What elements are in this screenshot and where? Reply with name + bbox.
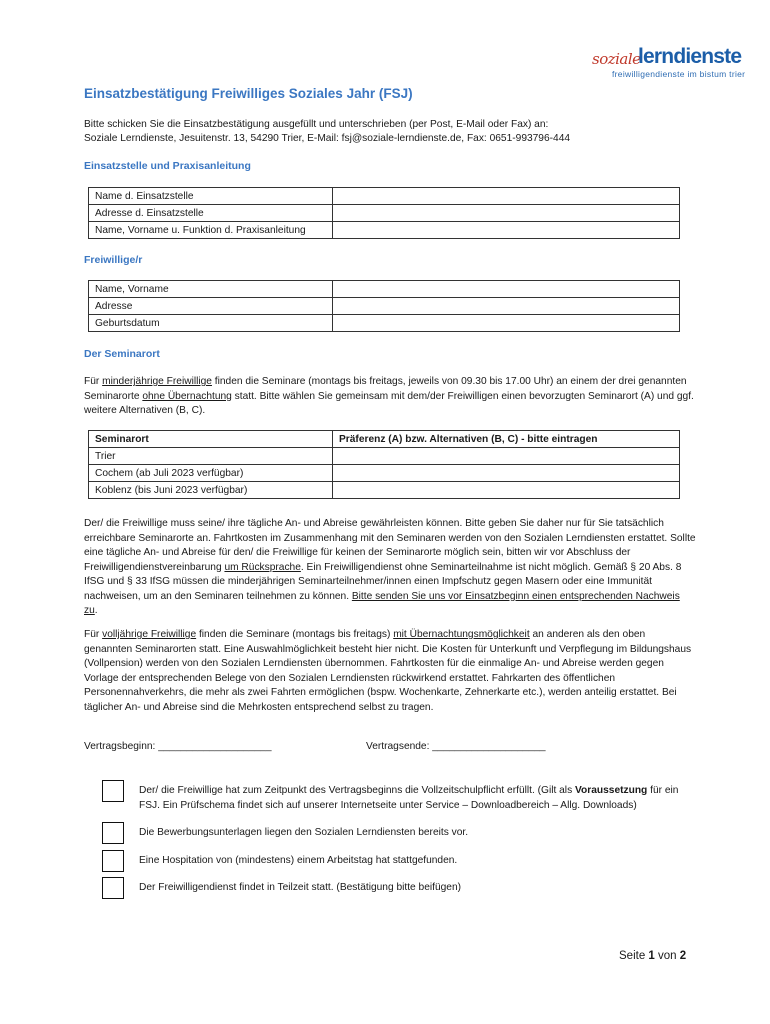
text-span: statt. Bitte wählen Sie gemeinsam mit dem/der Freiwilligen einen bevorzugten Seminarort (A) und ggf. weitere Alternativen (B, C).	[84, 390, 694, 416]
checkbox-label	[139, 783, 699, 813]
text-span: Seite	[619, 950, 649, 962]
table-row	[89, 315, 680, 332]
seminarort-label: Koblenz (bis Juni 2023 verfügbar)	[89, 482, 333, 499]
field-label: Geburtsdatum	[89, 315, 333, 332]
field-label: Name d. Einsatzstelle	[89, 188, 333, 205]
checkbox-label: Der Freiwilligendienst findet in Teilzeit statt. (Bestätigung bitte beifügen)	[139, 882, 462, 893]
praxisanleitung-input[interactable]	[333, 222, 680, 239]
field-label: Adresse	[89, 298, 333, 315]
field-label: Name, Vorname u. Funktion d. Praxisanleitung	[89, 222, 333, 239]
total-pages: 2	[679, 950, 687, 962]
teilzeit-checkbox[interactable]	[102, 877, 124, 899]
underlined-text: Bitte senden Sie uns vor Einsatzbeginn einen entsprechenden Nachweis zu	[84, 590, 680, 616]
bold-text: Voraussetzung	[575, 785, 648, 796]
section-heading-freiwillige: Freiwillige/r	[84, 254, 143, 266]
text-span: finden die Seminare (montags bis freitags, jeweils von 09.30 bis 17.00 Uhr) an einem der drei genannten Seminarorte	[84, 376, 687, 402]
table-header-row	[89, 431, 680, 448]
table-row	[89, 482, 680, 499]
text-span: .	[94, 605, 98, 616]
freiwillige-table	[88, 280, 680, 332]
current-page: 1	[648, 950, 655, 962]
intro-line-2: Soziale Lerndienste, Jesuitenstr. 13, 54290 Trier, E-Mail: fsj@soziale-lerndienste.de, Fax: 0651-993796-444	[84, 133, 571, 144]
text-span: für ein FSJ. Ein Prüfschema findet sich auf unserer Internetseite unter Service – Downloadbereich – Allg. Downloads)	[139, 785, 679, 811]
checkbox-label: Die Bewerbungsunterlagen liegen den Sozialen Lerndiensten bereits vor.	[139, 827, 469, 838]
intro-line-1: Bitte schicken Sie die Einsatzbestätigung ausgefüllt und unterschrieben (per Post, E-Mail oder Fax) an:	[84, 119, 549, 130]
preference-input-cochem[interactable]	[333, 465, 680, 482]
text-span: Für	[84, 629, 103, 640]
logo-subtitle: freiwilligendienste im bistum trier	[612, 69, 746, 79]
text-span: von	[654, 950, 680, 962]
text-span: an anderen als den oben genannten Seminarorten statt. Eine Auswahlmöglichkeit besteht hier nicht. Die Kosten für Unterkunft und Verpflegung im Bildungshaus (Vollpension) werden von den Sozialen Lerndiensten übernommen. Fahrtkosten für die einmalige An- und Abreise werden gegen Vorlage der entsprechenden Belege von den Sozialen Lerndiensten rückwirkend erstattet. Fahrkarten des öffentlichen Personennahverkehrs, die mehr als zwei Fahrten ermöglichen (bspw. Wochenkarte, Zehnerkarte etc.), werden anteilig erstattet. Bei täglicher An- und Abreise sind die Mehrkosten entsprechend selbst zu tragen.	[84, 629, 692, 713]
birthdate-input[interactable]	[333, 315, 680, 332]
seminarort-label: Trier	[89, 448, 333, 465]
seminarort-label: Cochem (ab Juli 2023 verfügbar)	[89, 465, 333, 482]
preference-input-koblenz[interactable]	[333, 482, 680, 499]
table-row	[89, 465, 680, 482]
field-label: Name, Vorname	[89, 281, 333, 298]
underlined-text: mit Übernachtungsmöglichkeit	[393, 629, 530, 640]
section-heading-seminarort: Der Seminarort	[84, 348, 160, 360]
table-row	[89, 188, 680, 205]
column-header-seminarort: Seminarort	[89, 431, 333, 448]
logo-lerndienste: lerndienste	[638, 45, 742, 68]
table-row	[89, 222, 680, 239]
table-row	[89, 298, 680, 315]
logo	[592, 45, 746, 82]
underlined-text: volljährige Freiwillige	[102, 629, 197, 640]
document-title: Einsatzbestätigung Freiwilliges Soziales Jahr (FSJ)	[84, 86, 413, 101]
text-span: Der/ die Freiwillige hat zum Zeitpunkt des Vertragsbeginns die Vollzeitschulpflicht erfüllt. (Gilt als	[139, 785, 575, 796]
column-header-praeferenz: Präferenz (A) bzw. Alternativen (B, C) - bitte eintragen	[333, 431, 680, 448]
bewerbung-checkbox[interactable]	[102, 822, 124, 844]
volunteer-address-input[interactable]	[333, 298, 680, 315]
text-span: Für	[84, 376, 103, 387]
section-heading-einsatzstelle: Einsatzstelle und Praxisanleitung	[84, 160, 251, 172]
seminarort-table	[88, 430, 680, 499]
table-row	[89, 448, 680, 465]
text-span: . Ein Freiwilligendienst ohne Seminarteilnahme ist nicht möglich. Gemäß § 20 Abs. 8 IfSG und § 33 IfSG müssen die minderjährigen Seminarteilnehmer/innen einen Impfschutz gegen Masern oder eine Immunität nachweisen, um an den Seminaren teilnehmen zu können.	[84, 561, 682, 602]
vertragsbeginn-field[interactable]: Vertragsbeginn: ____________________	[84, 741, 272, 752]
einsatzstelle-table	[88, 187, 680, 239]
preference-input-trier[interactable]	[333, 448, 680, 465]
table-row	[89, 205, 680, 222]
seminar-paragraph-adults	[84, 628, 696, 715]
schulpflicht-checkbox[interactable]	[102, 780, 124, 802]
logo-soziale: soziale	[592, 50, 641, 68]
vertragsende-field[interactable]: Vertragsende: ____________________	[366, 741, 546, 752]
intro-text	[84, 118, 704, 146]
checkbox-label: Eine Hospitation von (mindestens) einem Arbeitstag hat stattgefunden.	[139, 855, 458, 866]
page-number	[619, 950, 686, 962]
travel-paragraph	[84, 517, 696, 619]
einsatzstelle-address-input[interactable]	[333, 205, 680, 222]
text-span: Der/ die Freiwillige muss seine/ ihre tägliche An- und Abreise gewährleisten können. Bitte geben Sie daher nur für Sie tatsächlich erreichbare Seminarorte an. Fahrtkosten im Zusammenhang mit den Seminaren werden von den Sozialen Lerndiensten erstattet. Sollte eine tägliche An- und Abreise für den/ die Freiwillige für keinen der Seminarorte möglich sein, bitten wir vor Abschluss der Freiwilligendienstvereinbarung	[84, 518, 696, 573]
underlined-text: ohne Übernachtung	[142, 390, 232, 402]
volunteer-name-input[interactable]	[333, 281, 680, 298]
field-label: Adresse d. Einsatzstelle	[89, 205, 333, 222]
text-span: finden die Seminare (montags bis freitags)	[196, 629, 394, 640]
table-row	[89, 281, 680, 298]
einsatzstelle-name-input[interactable]	[333, 188, 680, 205]
underlined-text: minderjährige Freiwillige	[102, 376, 212, 387]
underlined-text: um Rücksprache	[224, 561, 301, 573]
hospitation-checkbox[interactable]	[102, 850, 124, 872]
seminar-paragraph-minors	[84, 375, 696, 419]
